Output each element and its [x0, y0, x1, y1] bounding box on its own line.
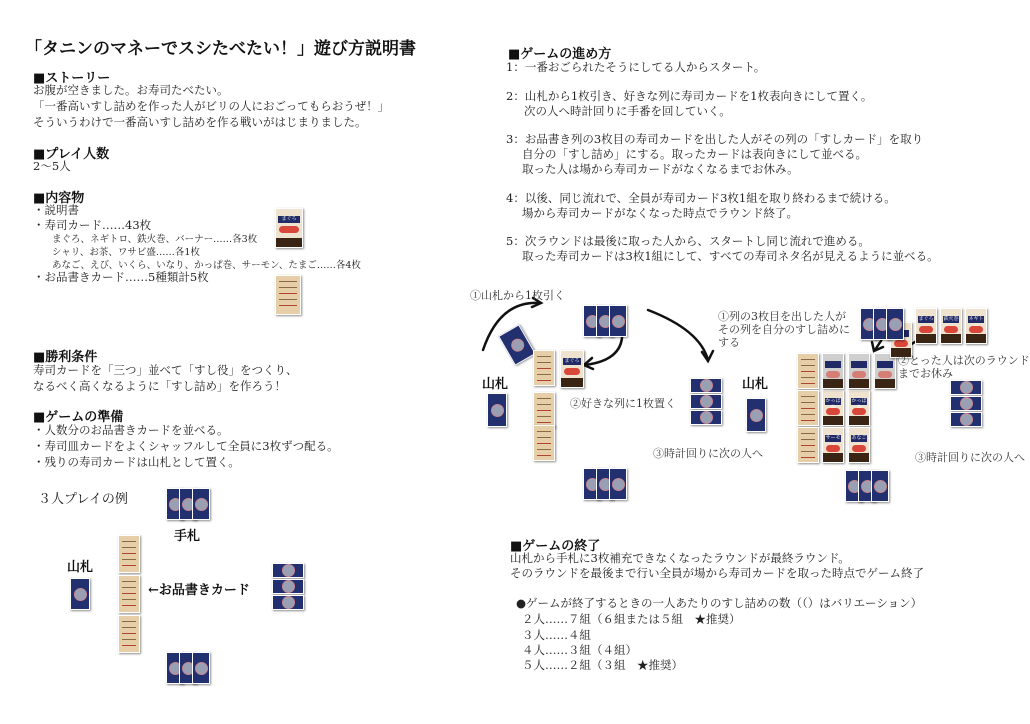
progress-line: 次の人へ時計回りに手番を回していく。 — [524, 104, 731, 118]
page-title: 「タニンのマネーでスシたべたい！」遊び方説明書 — [25, 39, 416, 59]
sushi-illustration — [826, 445, 840, 452]
sushi-card — [915, 308, 937, 344]
story-heading: ■ストーリー — [33, 71, 111, 86]
card-name: かっぱ — [825, 398, 841, 404]
sushi-illustration — [894, 340, 908, 347]
sushi-illustration — [564, 368, 580, 375]
hand-card — [950, 380, 982, 395]
deck-card — [487, 393, 507, 427]
progress-line: 2：山札から1枚引き、好きな列に寿司カードを1枚表向きにして置く。 — [506, 89, 873, 103]
hand-card — [950, 396, 982, 411]
plate-illustration — [561, 378, 583, 387]
sushi-illustration — [969, 326, 983, 333]
count-row: ２人……７組（６組または５組 ★推奨） — [522, 612, 741, 626]
plate-illustration — [875, 379, 895, 388]
sushi-card — [940, 308, 962, 344]
end-line: そのラウンドを最後まで行い全員が場から寿司カードを取った時点でゲーム終了 — [510, 566, 924, 580]
contents-item: ・お品書きカード……5種類計5枚 — [33, 270, 209, 284]
progress-line: 3：お品書き列の3枚目の寿司カードを出した人がその列の「すしカード」を取り — [506, 132, 924, 146]
sushi-card — [874, 353, 896, 389]
menu-card — [533, 425, 555, 461]
diagram2-step1-line: する — [718, 336, 740, 349]
progress-line: 4：以後、同じ流れで、全員が寿司カード3枚1組を取り終わるまで続ける。 — [506, 191, 896, 205]
diagram2-step1-line: その列を自分のすし詰めに — [718, 323, 850, 336]
hand-card — [690, 410, 722, 425]
plate-illustration — [823, 379, 843, 388]
contents-heading: ■内容物 — [33, 191, 85, 206]
hand-card — [272, 595, 304, 610]
diagram1-deck-label-2: 山札 — [742, 377, 769, 392]
sushi-illustration — [852, 445, 866, 452]
hand-card — [690, 394, 722, 409]
hand-card — [886, 308, 904, 340]
count-row: ５人……２組（３組 ★推奨） — [522, 658, 683, 672]
sushi-card — [822, 427, 844, 463]
card-name: 鉄火巻 — [943, 316, 959, 322]
contents-subitem: まぐろ、ネギトロ、鉄火巻、バーナー……各3枚 — [52, 234, 258, 245]
end-line: 山札から手札に3枚補充できなくなったラウンドが最終ラウンド。 — [510, 551, 850, 565]
menu-card — [533, 392, 555, 428]
hand-card — [192, 652, 210, 684]
sushi-illustration — [919, 326, 933, 333]
card-name — [851, 361, 867, 368]
count-heading: ●ゲームが終了するときの一人あたりのすし詰めの数（（）はバリエーション） — [516, 596, 923, 610]
deck-card — [746, 398, 766, 432]
sushi-card — [848, 390, 870, 426]
sushi-illustration — [852, 408, 866, 415]
card-name: まぐろ — [278, 216, 300, 223]
diagram2-step1 — [718, 310, 850, 349]
players-heading: ■プレイ人数 — [33, 147, 110, 162]
players-value: 2〜5人 — [33, 159, 71, 173]
menu-card — [533, 350, 555, 386]
hand-label: 手札 — [174, 529, 201, 544]
plate-illustration — [941, 334, 961, 343]
progress-line: 取った人は場から寿司カードがなくなるまでお休み。 — [522, 162, 799, 176]
plate-illustration — [849, 416, 869, 425]
victory-heading: ■勝利条件 — [33, 350, 98, 365]
diagram2-step2 — [898, 354, 1030, 380]
plate-illustration — [966, 334, 986, 343]
hand-card — [871, 470, 889, 502]
diagram2-step3: ③時計回りに次の人へ — [915, 451, 1025, 464]
diagram1-step2: ②好きな列に1枚置く — [570, 397, 676, 410]
diagram2-step1-line: ①列の3枚目を出した人が — [718, 310, 846, 323]
sushi-card — [560, 350, 584, 388]
count-row: ３人……４組 — [522, 628, 591, 642]
menu-card-label: ←お品書きカード — [148, 583, 250, 598]
menu-card — [118, 575, 140, 613]
plate-illustration — [823, 416, 843, 425]
diagram1-step3: ③時計回りに次の人へ — [653, 447, 763, 460]
progress-heading: ■ゲームの進め方 — [508, 47, 612, 62]
progress-line: 自分の「すし詰め」にする。取ったカードは表向きにして並べる。 — [522, 147, 867, 161]
card-name: まぐろ — [918, 316, 934, 322]
hand-card — [609, 468, 627, 500]
plate-illustration — [849, 379, 869, 388]
diagram1-step1: ①山札から1枚引く — [470, 289, 565, 302]
card-name: まぐろ — [564, 358, 580, 364]
diagram2-step2-line: ②とった人は次のラウンド — [898, 354, 1030, 367]
setup-line: ・残りの寿司カードは山札として置く。 — [33, 455, 240, 469]
plate-illustration — [849, 453, 869, 462]
progress-line: 5：次ラウンドは最後に取った人から、スタートし同じ流れで進める。 — [506, 234, 870, 248]
sushi-card — [965, 308, 987, 344]
sushi-card — [822, 390, 844, 426]
hand-card — [950, 412, 982, 427]
sushi-illustration — [826, 408, 840, 415]
card-name — [825, 361, 841, 368]
hand-card — [192, 488, 210, 520]
card-name — [877, 361, 893, 368]
plate-illustration — [823, 453, 843, 462]
contents-item: ・説明書 — [33, 203, 79, 217]
progress-line: 取った寿司カードは3枚1組にして、すべての寿司ネタ名が見えるように並べる。 — [522, 249, 939, 263]
setup-heading: ■ゲームの準備 — [33, 410, 124, 425]
arrow-next-player — [648, 310, 708, 360]
menu-card — [797, 427, 819, 463]
contents-item: ・寿司カード……43枚 — [33, 218, 152, 232]
card-name: サーモ — [825, 435, 841, 441]
setup-line: ・人数分のお品書きカードを並べる。 — [33, 423, 229, 437]
progress-line: 場から寿司カードがなくなった時点でラウンド終了。 — [522, 206, 798, 220]
victory-line: 寿司カードを「三つ」並べて「すし役」をつくり、 — [33, 363, 298, 377]
story-line: そういうわけで一番高いすし詰めを作る戦いがはじまりました。 — [33, 115, 367, 129]
sushi-illustration — [852, 371, 866, 378]
contents-subitem: あなご、えび、いくら、いなり、かっぱ巻、サーモン、たまご……各4枚 — [52, 260, 361, 271]
contents-subitem: シャリ、お茶、ワサビ盛……各1枚 — [52, 247, 200, 258]
sushi-illustration — [878, 371, 892, 378]
diagram1-deck-label: 山札 — [482, 377, 509, 392]
example-caption: ３人プレイの例 — [38, 492, 128, 507]
diagram2-step2-line: までお休み — [898, 367, 953, 380]
sushi-illustration — [944, 326, 958, 333]
menu-card — [118, 615, 140, 653]
card-name: かっぱ — [851, 398, 867, 404]
hand-card — [609, 305, 627, 337]
hand-card — [272, 579, 304, 594]
sushi-card — [848, 353, 870, 389]
victory-line: なるべく高くなるように「すし詰め」を作ろう！ — [33, 379, 286, 393]
count-row: ４人……３組（４組） — [522, 643, 637, 657]
progress-line: 1：一番おごられたそうにしてる人からスタート。 — [506, 60, 766, 74]
menu-card — [797, 353, 819, 389]
setup-line: ・寿司皿カードをよくシャッフルして全員に3枚ずつ配る。 — [33, 439, 339, 453]
story-line: お腹が空きました。お寿司たべたい。 — [33, 83, 229, 97]
sushi-illustration — [826, 371, 840, 378]
hand-card — [690, 378, 722, 393]
menu-card — [118, 535, 140, 573]
card-name: ネギト — [968, 316, 984, 322]
deck-label: 山札 — [67, 560, 94, 575]
hand-card — [272, 563, 304, 578]
sushi-card — [848, 427, 870, 463]
plate-illustration — [916, 334, 936, 343]
card-name: あなご — [851, 435, 867, 441]
sushi-card — [822, 353, 844, 389]
story-line: 「一番高いすし詰めを作った人がビリの人におごってもらおうぜ！」 — [33, 99, 390, 113]
deck-card — [70, 578, 90, 610]
end-heading: ■ゲームの終了 — [510, 539, 601, 554]
menu-card — [797, 390, 819, 426]
